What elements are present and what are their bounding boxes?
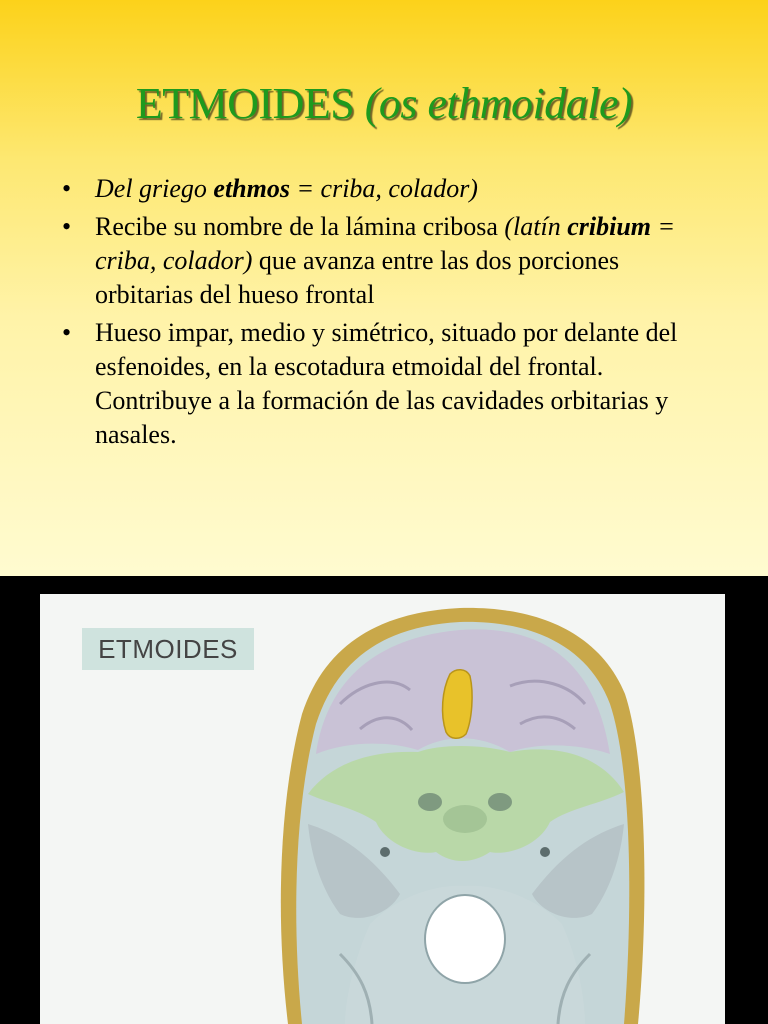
- bullet-text-bold: ethmos: [213, 174, 290, 203]
- bullet-text-bold: cribium: [567, 212, 652, 241]
- bullet-item: [60, 172, 710, 206]
- title-main: ETMOIDES: [135, 79, 355, 128]
- title-latin: (os ethmoidale): [364, 79, 633, 128]
- bullet-text: que avanza entre las dos porciones orbitarias del hueso frontal: [95, 246, 620, 309]
- bullet-marker: •: [62, 174, 72, 203]
- bullet-text: Recibe su nombre de la lámina cribosa: [95, 212, 505, 241]
- bullet-text: Del griego: [95, 174, 214, 203]
- ethmoid-bone: [443, 670, 473, 739]
- bullet-list: [60, 172, 710, 456]
- bullet-marker: •: [62, 212, 72, 241]
- bullet-text: = criba, colador): [95, 212, 676, 275]
- figure-label: ETMOIDES: [82, 628, 254, 670]
- figure-panel: [40, 594, 725, 1024]
- bullet-item: [60, 316, 710, 452]
- anatomy-figure: [0, 576, 768, 1024]
- slide-title: [0, 78, 768, 129]
- bullet-marker: •: [62, 318, 72, 347]
- bullet-item: [60, 210, 710, 312]
- bullet-text: Hueso impar, medio y simétrico, situado por delante del esfenoides, en la escotadura etmoidal del frontal. Contribuye a la formación de las cavidades orbitarias y nasales.: [95, 318, 678, 449]
- bullet-text: = criba, colador): [290, 174, 478, 203]
- foramen-magnum: [425, 895, 505, 983]
- bullet-text: (latín: [504, 212, 561, 241]
